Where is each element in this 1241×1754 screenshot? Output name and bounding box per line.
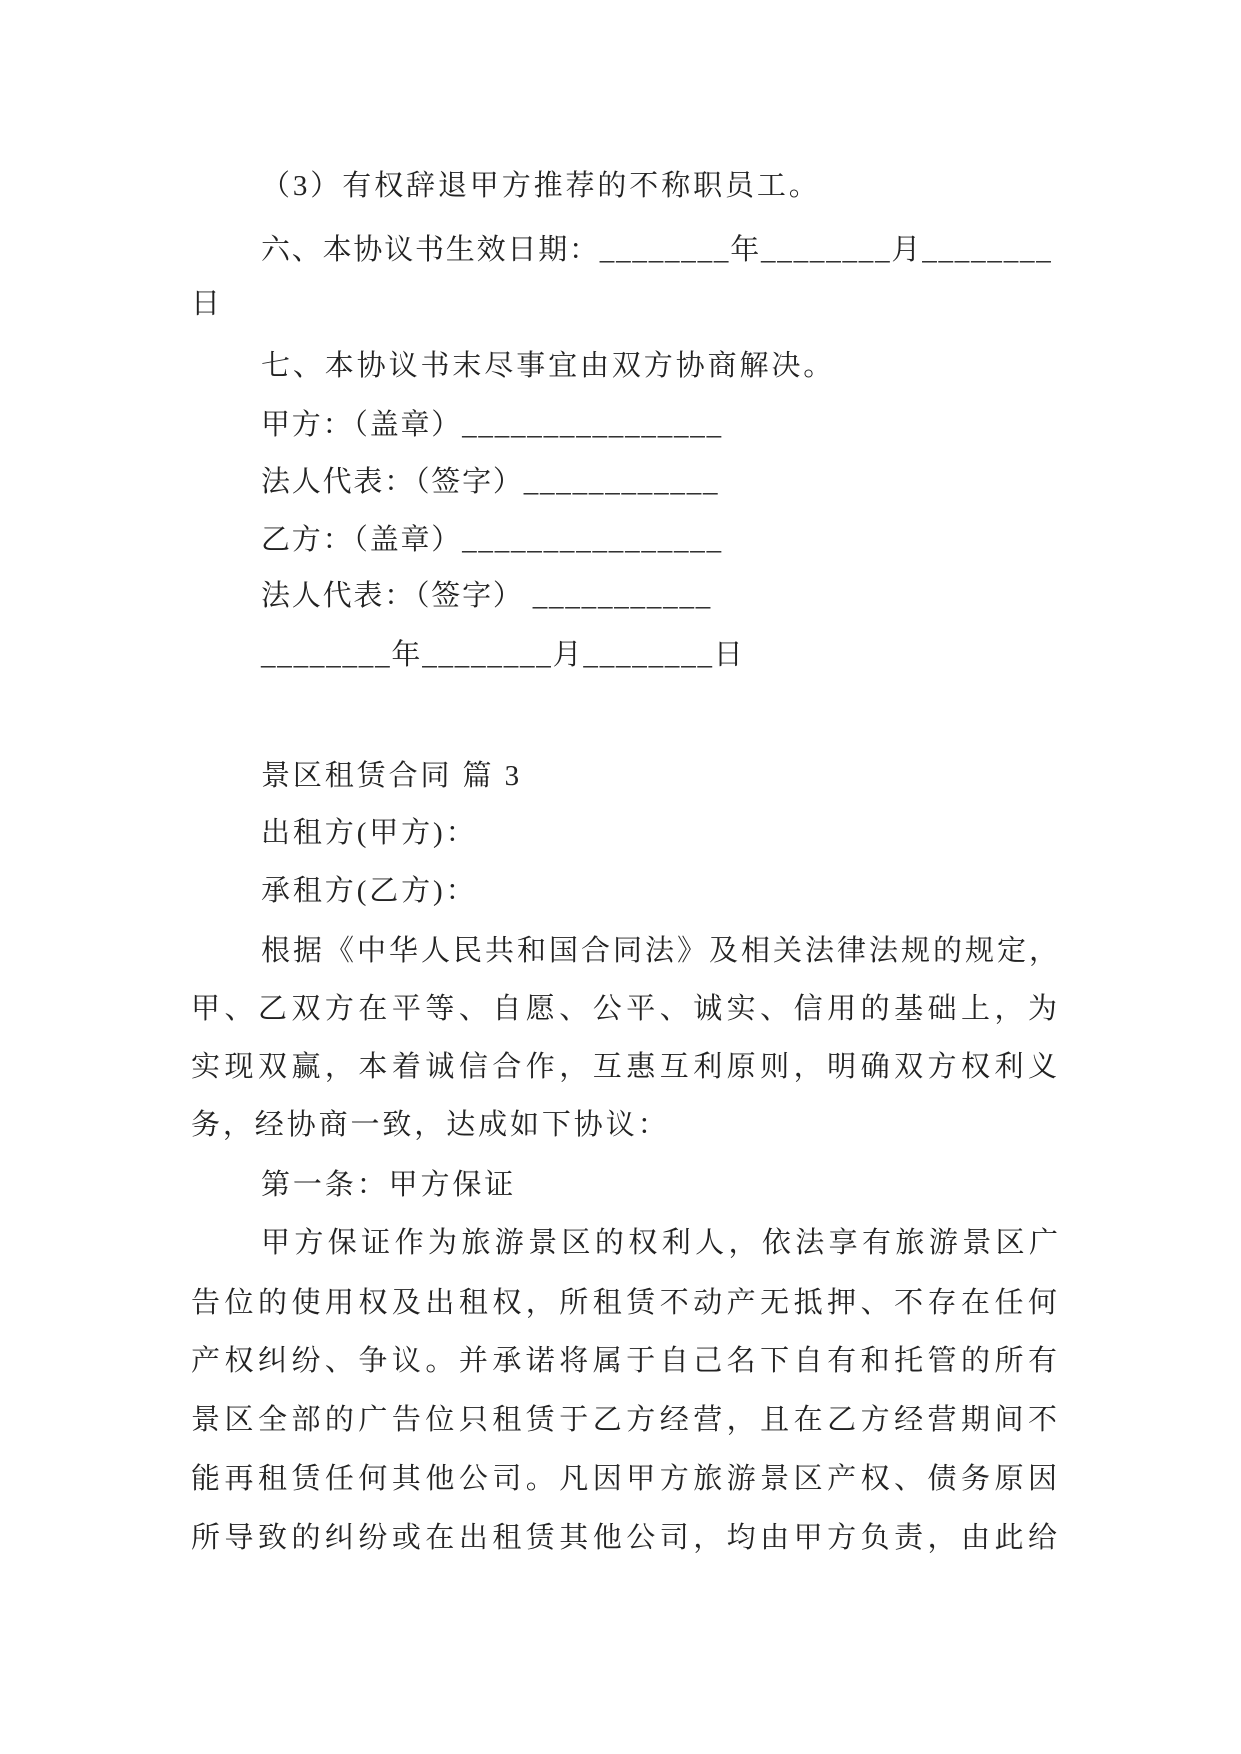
clause-6-line-1: 六、本协议书生效日期：________年________月________ (261, 234, 1053, 266)
signature-date-line: ________年________月________日 (261, 639, 745, 671)
lessor-label: 出租方(甲方)： (261, 817, 478, 849)
party-a-representative-line: 法人代表：（签字）____________ (261, 466, 720, 498)
party-b-representative-line: 法人代表：（签字） ___________ (261, 580, 713, 612)
article-1-line: 甲方保证作为旅游景区的权利人，依法享有旅游景区广 (261, 1227, 1058, 1259)
party-a-seal-line: 甲方：（盖章）________________ (261, 409, 723, 441)
preamble-line: 务，经协商一致，达成如下协议： (191, 1109, 670, 1141)
article-1-line: 能再租赁任何其他公司。凡因甲方旅游景区产权、债务原因 (191, 1463, 1057, 1495)
article-1-line: 告位的使用权及出租权，所租赁不动产无抵押、不存在任何 (191, 1287, 1057, 1319)
preamble-line: 根据《中华人民共和国合同法》及相关法律法规的规定， (261, 935, 1058, 967)
article-1-heading: 第一条：甲方保证 (261, 1169, 517, 1201)
article-1-line: 所导致的纠纷或在出租赁其他公司，均由甲方负责，由此给 (191, 1522, 1057, 1554)
item-3-text: （3）有权辞退甲方推荐的不称职员工。 (261, 170, 821, 202)
preamble-line: 实现双赢，本着诚信合作，互惠互利原则，明确双方权利义 (191, 1051, 1057, 1083)
preamble-line: 甲、乙双方在平等、自愿、公平、诚实、信用的基础上，为 (191, 993, 1057, 1025)
lessee-label: 承租方(乙方)： (261, 875, 478, 907)
article-1-line: 产权纠纷、争议。并承诺将属于自己名下自有和托管的所有 (191, 1345, 1057, 1377)
article-1-line: 景区全部的广告位只租赁于乙方经营，且在乙方经营期间不 (191, 1404, 1057, 1436)
clause-6-line-2: 日 (191, 288, 223, 320)
party-b-seal-line: 乙方：（盖章）________________ (261, 524, 723, 556)
clause-7-text: 七、本协议书末尽事宜由双方协商解决。 (261, 350, 836, 382)
section-title: 景区租赁合同 篇 3 (261, 760, 523, 792)
